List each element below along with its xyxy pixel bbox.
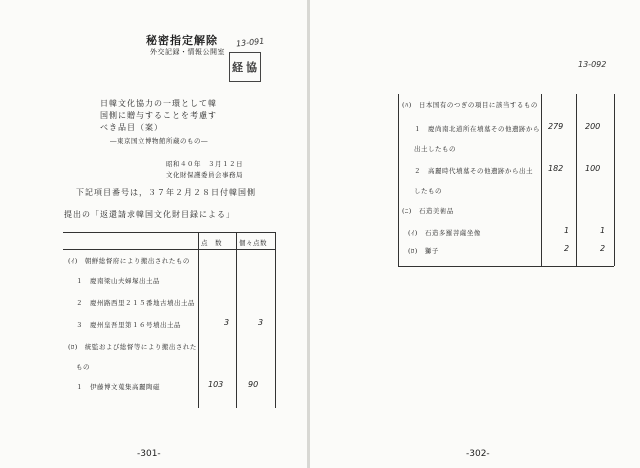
table-row: ２ 慶州路西里２１５番地古墳出土品 [76,299,195,307]
row-pieces: 2 [600,244,606,253]
right-page [310,0,640,468]
row-pieces: 90 [248,380,259,389]
page-number: -302- [466,449,490,459]
table-right-rule [275,232,276,408]
document-date: 昭和４０年 ３月１２日 [166,160,243,168]
intro-line-2: 提出の「返還請求韓国文化財目録による」 [64,210,235,219]
table-row: １ 慶尚南北道所在墳墓その他遺跡から [414,125,540,133]
declassified-stamp-subtitle: 外交記録・情報公開室 [150,48,225,56]
header-count: 点 数 [201,239,222,247]
intro-line-1: 下記項目番号は，３７年２月２８日付韓国側 [76,188,256,197]
row-pieces: 1 [600,226,606,235]
table-row: １ 伊藤博文蒐集高麗陶磁 [76,383,160,391]
row-pieces: 200 [585,122,601,131]
row-count: 1 [564,226,570,235]
table-row: もの [76,363,90,371]
title-line-2: 国側に贈与することを考慮す [100,111,217,120]
seal-char-1: 経 [232,61,243,74]
title-line-3: べき品目（案） [100,123,163,132]
left-page [0,0,308,468]
row-count: 182 [548,164,564,173]
document-subtitle: ―東京国立博物館所蔵のもの― [110,137,208,145]
seal-char-2: 協 [246,61,257,74]
row-count: 279 [548,122,564,131]
row-count: 2 [564,244,570,253]
table-row: (ｲ) 石造多羅菩薩坐像 [408,229,481,237]
declassified-stamp-title: 秘密指定解除 [146,34,218,47]
table-row: 出土したもの [414,145,456,153]
seal-stamp [229,52,261,82]
row-count: 103 [208,380,224,389]
table-bottom-rule [398,266,614,267]
table-row: ２ 高麗時代墳墓その他遺跡から出土 [414,167,533,175]
row-count: 3 [224,318,230,327]
table-column-rule-1 [541,94,542,266]
handwritten-number: 13-092 [578,60,607,69]
table-left-rule [398,94,399,266]
header-pieces: 個々点数 [239,239,267,247]
table-row: ３ 慶州皇吾里第１６号墳出土品 [76,321,181,329]
table-right-rule [614,94,615,266]
table-column-rule-2 [576,94,577,266]
table-row: (ﾛ) 獅子 [408,247,439,255]
table-row: (ｲ) 朝鮮総督府により搬出されたもの [68,257,190,265]
table-row: したもの [414,187,442,195]
table-header-rule [63,249,275,250]
row-pieces: 3 [258,318,264,327]
handwritten-number: 13-091 [235,36,265,49]
table-column-rule-2 [236,232,237,408]
table-row: (ﾊ) 日本国有のつぎの項目に該当するもの [402,101,538,109]
table-row: １ 慶南梁山夫婦塚出土品 [76,277,160,285]
table-top-rule [63,232,275,233]
title-line-1: 日韓文化協力の一環として韓 [100,99,217,108]
row-pieces: 100 [585,164,601,173]
table-column-rule-1 [198,232,199,408]
page-number: -301- [137,449,161,459]
table-row: (ﾛ) 統監および総督等により搬出された [68,343,197,351]
issuing-office: 文化財保護委員会事務局 [166,171,243,179]
table-row: (ﾆ) 石造美術品 [402,207,454,215]
